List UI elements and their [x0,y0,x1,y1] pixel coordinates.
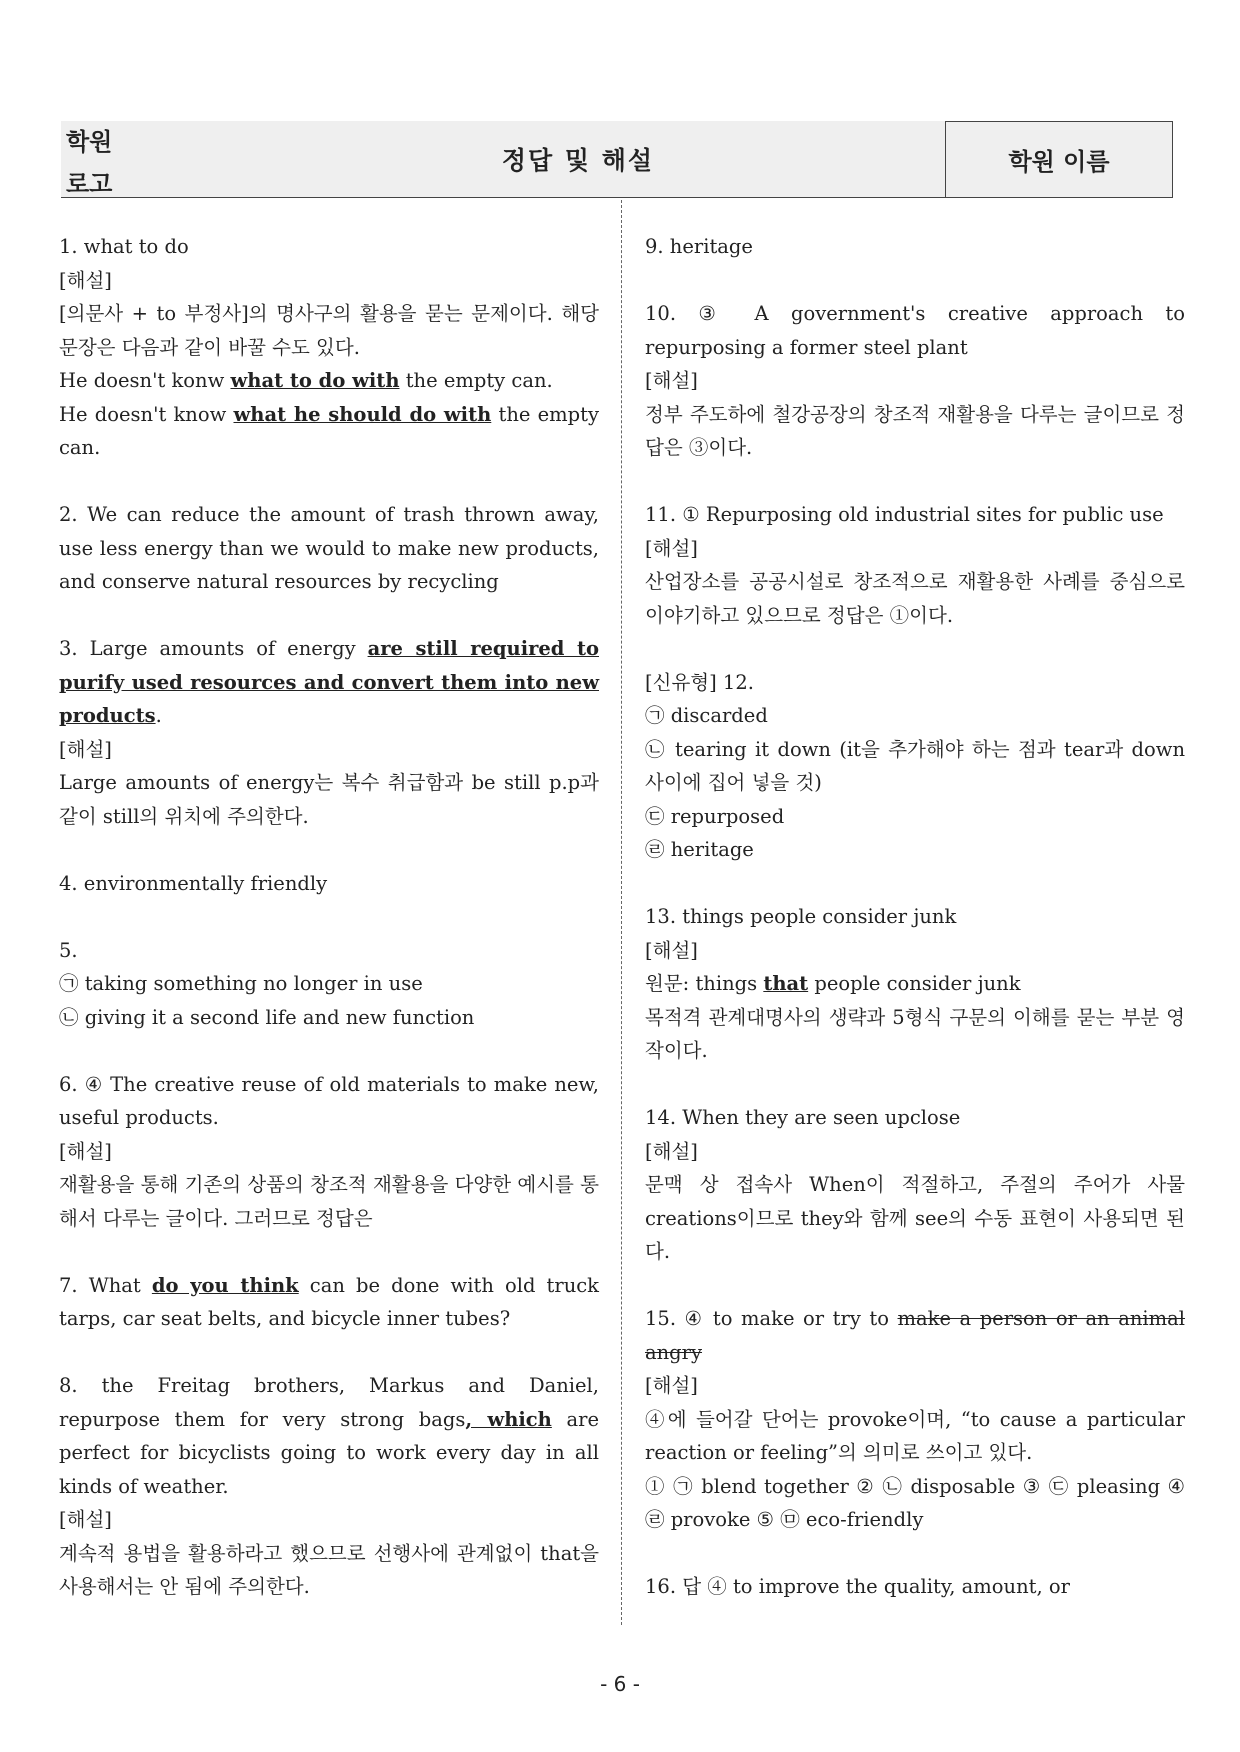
right-paragraph: [해설] [645,536,698,560]
right-paragraph: 정부 주도하에 철강공장의 창조적 재활용을 다루는 글이므로 정답은 ③이다. [645,402,1185,459]
right-paragraph: [해설] [645,938,698,962]
paragraph-spacer [59,599,599,633]
left-paragraph: Large amounts of energy는 복수 취급함과 be still p.p과 같이 still의 위치에 주의한다. [59,771,599,828]
underlined-answer: what he should do with [233,402,492,426]
paragraph-spacer [59,900,599,934]
paragraph-spacer [645,632,1185,666]
left-paragraph: 2. We can reduce the amount of trash thrown away, use less energy than we would to make new products, and conserve natural resources by recycling [59,503,599,593]
right-paragraph: [해설] [645,369,698,392]
page-header [61,121,1173,198]
right-paragraph: ㉡ tearing it down (it을 추가해야 하는 점과 tear과 down 사이에 집어 넣을 것) [645,737,1185,794]
right-paragraph: 원문: things that people consider junk [645,972,1021,995]
right-paragraph: 16. 답 ④ to improve the quality, amount, or [645,1575,1070,1598]
paragraph-spacer [59,1034,599,1068]
academy-logo-placeholder [61,121,211,197]
right-paragraph: ㉠ discarded [645,704,768,727]
academy-name: 학원 이름 [945,121,1173,197]
right-paragraph: [신유형] 12. [645,670,754,694]
underlined-answer: that [763,972,809,995]
left-paragraph: [해설] [59,268,112,292]
left-paragraph: [해설] [59,737,112,761]
paragraph-spacer [645,1269,1185,1303]
left-paragraph: 3. Large amounts of energy are still required to purify used resources and convert them into new products. [59,637,599,727]
paragraph-spacer [645,465,1185,499]
right-paragraph: 10. ③ A government's creative approach to repurposing a former steel plant [645,302,1185,359]
right-paragraph: [해설] [645,1374,698,1397]
left-paragraph: 재활용을 통해 기존의 상품의 창조적 재활용을 다양한 예시를 통해서 다루는 글이다. 그러므로 정답은 [59,1173,599,1230]
right-paragraph: 11. ① Repurposing old industrial sites for public use [645,503,1164,526]
right-paragraph: 문맥 상 접속사 When이 적절하고, 주절의 주어가 사물 creations이므로 they와 함께 see의 수동 표현이 사용되면 된다. [645,1173,1185,1263]
paragraph-spacer [59,1336,599,1370]
page-number: - 6 - [600,1672,640,1696]
left-column [59,230,599,1604]
underlined-answer: what to do with [230,369,400,392]
left-paragraph: 1. what to do [59,235,189,258]
right-paragraph: ㉢ repurposed [645,804,785,828]
left-paragraph: [의문사 + to 부정사]의 명사구의 활용을 묻는 문제이다. 해당 문장은 다음과 같이 바꿀 수도 있다. [59,302,599,359]
right-paragraph: 9. heritage [645,235,753,258]
right-paragraph: ㉣ heritage [645,838,754,861]
paragraph-spacer [645,264,1185,298]
page-title: 정답 및 해설 [211,121,945,197]
paragraph-spacer [59,1235,599,1269]
left-paragraph: 7. What do you think can be done with old truck tarps, car seat belts, and bicycle inner tubes? [59,1273,599,1330]
struck-text: make a person or an animal angry [645,1307,1186,1364]
underlined-answer: , which [465,1407,552,1431]
paragraph-spacer [645,867,1185,901]
left-paragraph: 계속적 용법을 활용하라고 했으므로 선행사에 관계없이 that을 사용해서는 안 됨에 주의한다. [59,1541,599,1598]
left-paragraph: He doesn't know what he should do with the empty can. [59,402,599,459]
left-paragraph: 6. ④ The creative reuse of old materials to make new, useful products. [59,1072,599,1129]
left-paragraph: ㉠ taking something no longer in use [59,972,423,995]
right-paragraph: ① ㉠ blend together ② ㉡ disposable ③ ㉢ pleasing ④ ㉣ provoke ⑤ ㉤ eco-friendly [645,1474,1185,1531]
right-paragraph: 14. When they are seen upclose [645,1106,961,1129]
paragraph-spacer [59,465,599,499]
left-paragraph: [해설] [59,1139,112,1163]
left-paragraph: [해설] [59,1508,112,1531]
left-paragraph: He doesn't konw what to do with the empty can. [59,369,553,392]
underlined-answer: do you think [151,1273,299,1297]
left-paragraph: 5. [59,938,78,962]
column-divider [621,200,622,1625]
paragraph-spacer [645,1537,1185,1571]
right-paragraph: 산업장소를 공공시설로 창조적으로 재활용한 사례를 중심으로 이야기하고 있으므로 정답은 ①이다. [645,570,1185,627]
left-paragraph: 8. the Freitag brothers, Markus and Daniel, repurpose them for very strong bags, which are perfect for bicyclists going to work every day in all kinds of weather. [59,1374,599,1498]
logo-line-2: 로고 [66,170,113,198]
paragraph-spacer [645,1068,1185,1102]
underlined-answer: are still required to purify used resources and convert them into new products [59,637,599,727]
right-paragraph: 목적격 관계대명사의 생략과 5형식 구문의 이해를 묻는 부분 영작이다. [645,1005,1185,1062]
logo-line-1: 학원 [66,128,113,156]
right-paragraph: 15. ④ to make or try to make a person or an animal angry [645,1307,1186,1364]
right-paragraph: 13. things people consider junk [645,905,957,928]
paragraph-spacer [59,833,599,867]
right-column [645,230,1185,1604]
right-paragraph: ④에 들어갈 단어는 provoke이며, “to cause a particular reaction or feeling”의 의미로 쓰이고 있다. [645,1407,1185,1464]
left-paragraph: ㉡ giving it a second life and new function [59,1005,475,1029]
left-paragraph: 4. environmentally friendly [59,871,328,895]
right-paragraph: [해설] [645,1139,698,1163]
